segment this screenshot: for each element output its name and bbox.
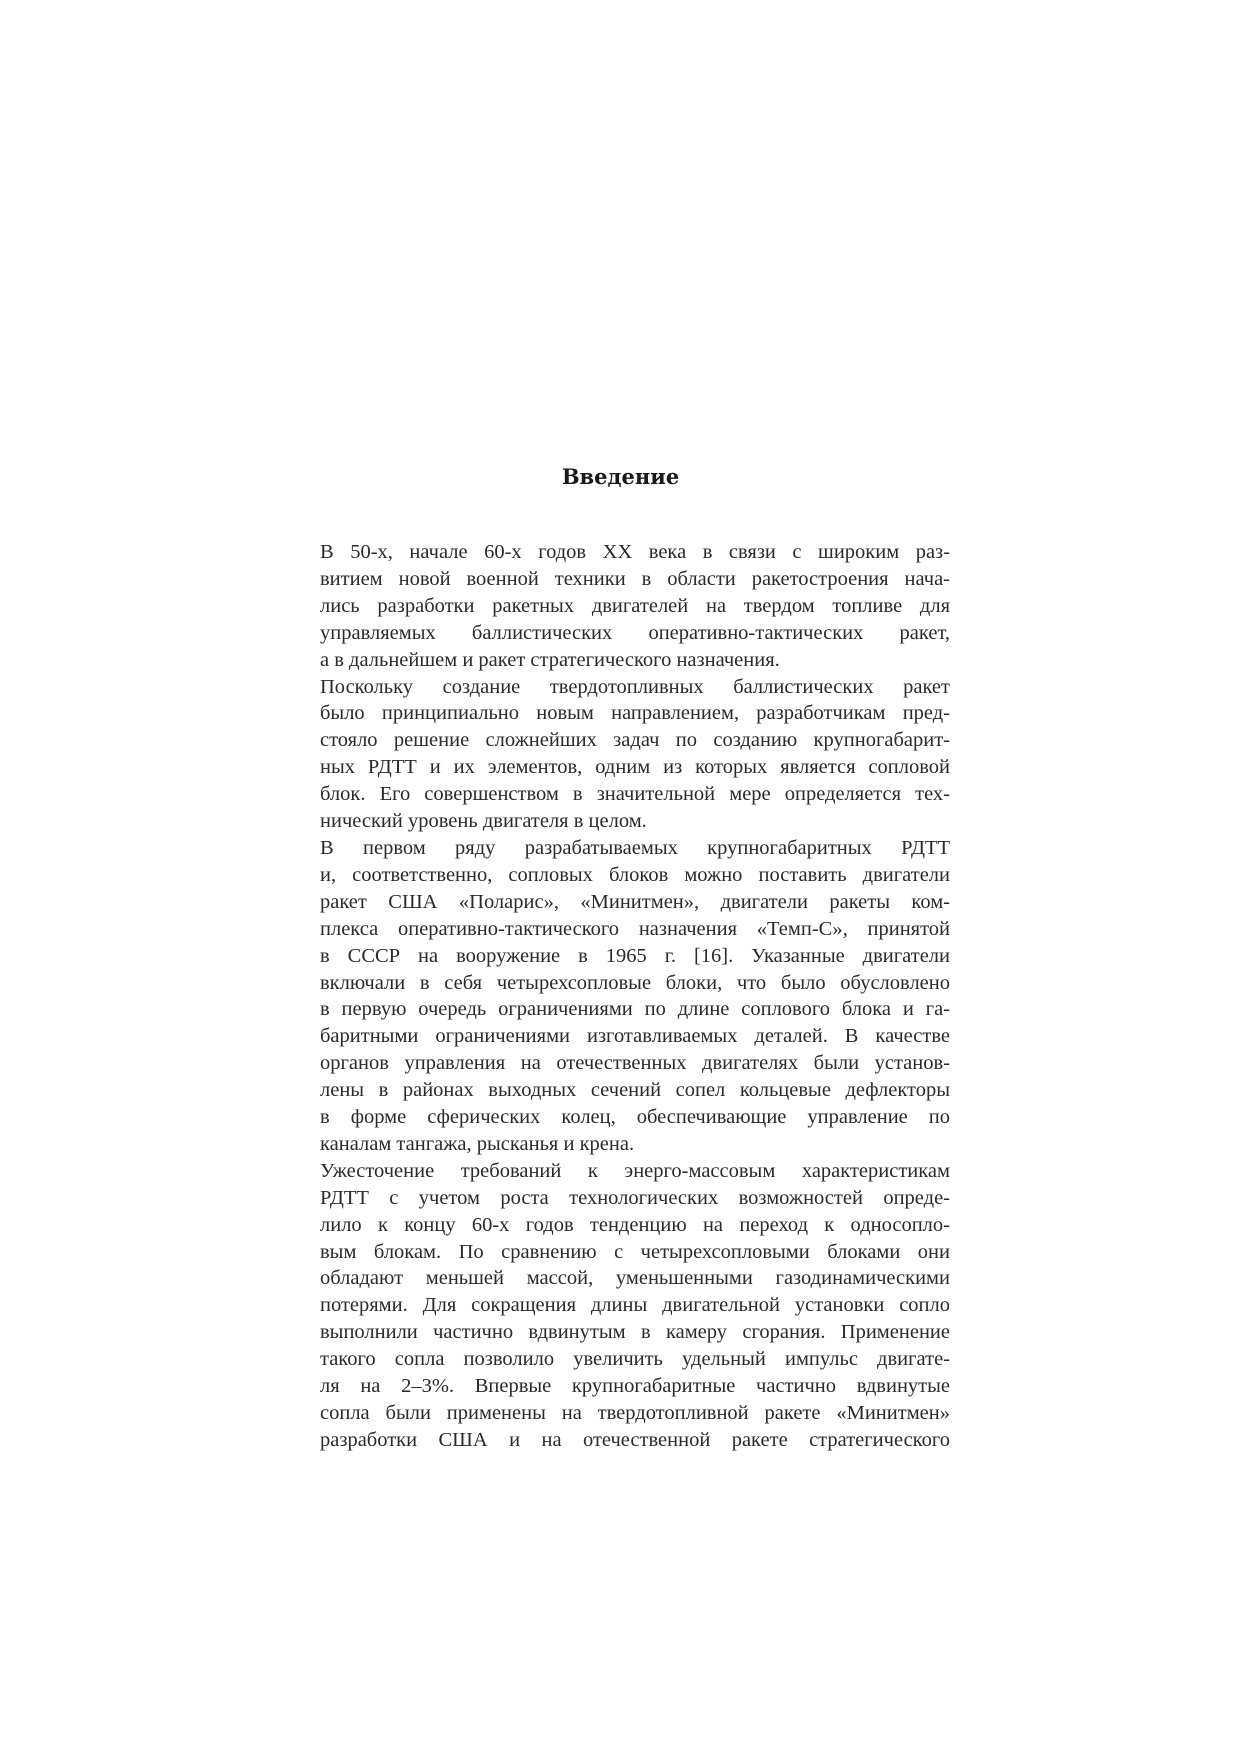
text-line: ных РДТТ и их элементов, одним из которых является сопловой	[320, 756, 950, 779]
text-line: разработки США и на отечественной ракете стратегического	[320, 1428, 950, 1451]
text-line: Поскольку создание твердотопливных баллистических ракет	[320, 675, 950, 698]
text-line: в первую очередь ограничениями по длине соплового блока и га-	[320, 998, 950, 1021]
text-line: ракет США «Поларис», «Минитмен», двигатели ракеты ком-	[320, 890, 950, 913]
paragraph-3	[290, 835, 950, 1158]
text-line: блок. Его совершенством в значительной мере определяется тех-	[320, 783, 950, 806]
text-line: сопла были применены на твердотопливной ракете «Минитмен»	[320, 1402, 950, 1424]
text-line: лись разработки ракетных двигателей на твердом топливе для	[320, 594, 950, 617]
text-line: баритными ограничениями изготавливаемых деталей. В качестве	[320, 1025, 950, 1048]
text-line: лены в районах выходных сечений сопел кольцевые дефлекторы	[320, 1079, 950, 1102]
body-text	[290, 539, 950, 1454]
text-line: вым блокам. По сравнению с четырехсопловыми блоками они	[320, 1240, 950, 1263]
section-title: Введение	[561, 464, 680, 489]
text-line: органов управления на отечественных двигателях были установ-	[320, 1052, 950, 1075]
paragraph-1	[290, 539, 950, 674]
paragraph-4	[290, 1158, 950, 1454]
text-line: каналам тангажа, рысканья и крена.	[320, 1132, 635, 1155]
text-line: РДТТ с учетом роста технологических возможностей опреде-	[320, 1186, 950, 1209]
text-line: потерями. Для сокращения длины двигательной установки сопло	[320, 1294, 950, 1317]
text-line: Ужесточение требований к энерго-массовым характеристикам	[320, 1159, 950, 1182]
text-line: такого сопла позволило увеличить удельный импульс двигате-	[320, 1348, 950, 1371]
text-line: в форме сферических колец, обеспечивающие управление по	[320, 1106, 950, 1129]
text-line: витием новой военной техники в области ракетостроения нача-	[320, 567, 950, 590]
text-line: В 50-х, начале 60-х годов XX века в связи с широким раз-	[320, 541, 950, 563]
text-line: обладают меньшей массой, уменьшенными газодинамическими	[320, 1267, 950, 1290]
text-line: стояло решение сложнейших задач по созданию крупногабарит-	[320, 729, 950, 752]
text-line: и, соответственно, сопловых блоков можно поставить двигатели	[320, 863, 950, 886]
text-line: В первом ряду разрабатываемых крупногабаритных РДТТ	[320, 836, 950, 859]
text-line: ля на 2–3%. Впервые крупногабаритные частично вдвинутые	[320, 1375, 950, 1398]
text-line: управляемых баллистических оперативно-тактических ракет,	[320, 621, 950, 644]
text-line: было принципиально новым направлением, разработчикам пред-	[320, 702, 950, 725]
paragraph-2	[290, 674, 950, 835]
text-line: нический уровень двигателя в целом.	[320, 810, 647, 833]
text-line: выполнили частично вдвинутым в камеру сгорания. Применение	[320, 1321, 950, 1344]
text-line: плекса оперативно-тактического назначения «Темп-С», принятой	[320, 917, 950, 940]
text-line: в СССР на вооружение в 1965 г. [16]. Указанные двигатели	[320, 944, 950, 967]
text-line: лило к концу 60-х годов тенденцию на переход к односопло-	[320, 1213, 950, 1236]
text-line: а в дальнейшем и ракет стратегического назначения.	[320, 648, 780, 671]
text-line: включали в себя четырехсопловые блоки, что было обусловлено	[320, 971, 950, 994]
